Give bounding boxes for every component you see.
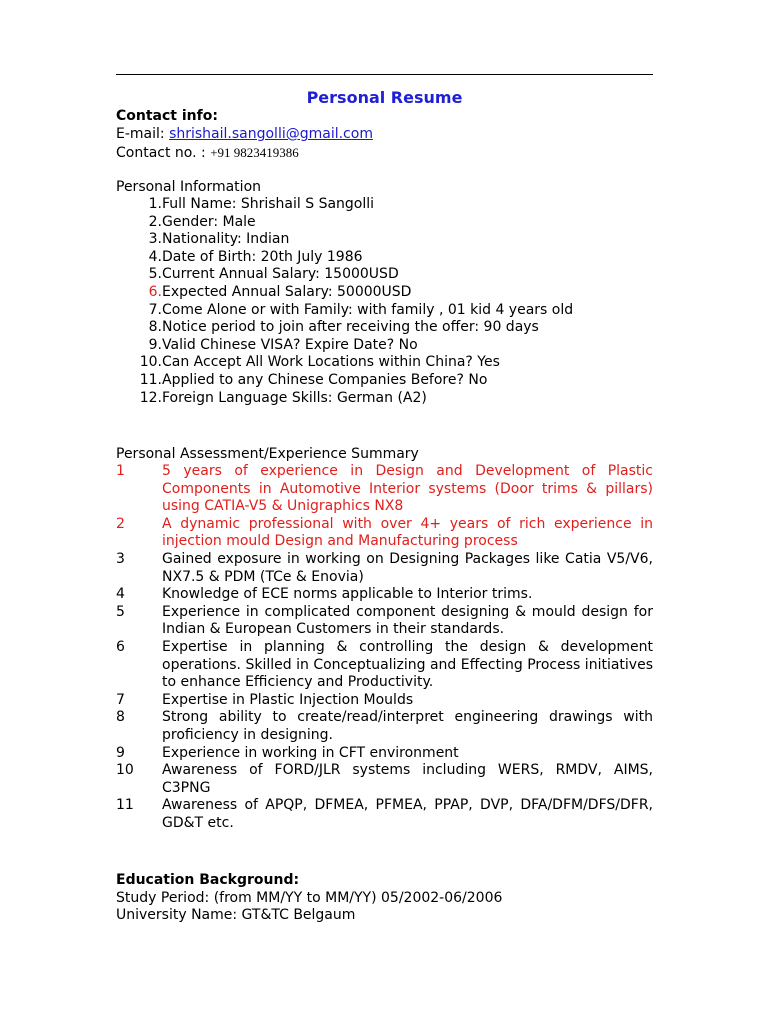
- summary-item-number: 3: [116, 550, 125, 567]
- list-item: [116, 249, 653, 267]
- summary-item-number: 11: [116, 797, 134, 814]
- education-heading: Education Background:: [116, 872, 300, 888]
- summary-item: [116, 604, 653, 639]
- experience-summary-list: [116, 463, 653, 832]
- list-item: [116, 302, 653, 320]
- summary-item: [116, 639, 653, 692]
- summary-item-text: Expertise in Plastic Injection Moulds: [162, 691, 414, 708]
- summary-item-text: Strong ability to create/read/interpret engineering drawings with proficiency in designing.: [162, 709, 653, 743]
- personal-info-list: [116, 196, 653, 407]
- top-rule: [116, 74, 653, 75]
- list-item-number: 8.: [148, 319, 162, 336]
- list-item-number: 10.: [139, 354, 162, 371]
- list-item-text: Nationality: Indian: [162, 231, 290, 248]
- phone-number: +91 9823419386: [210, 145, 299, 160]
- study-period: Study Period: (from MM/YY to MM/YY) 05/2002-06/2006: [116, 890, 503, 906]
- summary-item: [116, 745, 653, 763]
- list-item-number: 6.: [148, 283, 162, 300]
- list-item: [116, 372, 653, 390]
- summary-item-number: 6: [116, 638, 125, 655]
- summary-item-text: Experience in working in CFT environment: [162, 744, 459, 761]
- summary-item-number: 7: [116, 691, 125, 708]
- summary-item: [116, 586, 653, 604]
- summary-item-number: 2: [116, 515, 125, 532]
- list-item-number: 2.: [148, 213, 162, 230]
- list-item-text: Foreign Language Skills: German (A2): [162, 389, 427, 406]
- list-item-text: Current Annual Salary: 15000USD: [162, 266, 399, 283]
- phone-line: [116, 144, 299, 163]
- list-item-number: 1.: [148, 196, 162, 212]
- list-item-text: Gender: Male: [162, 213, 256, 230]
- list-item: [116, 354, 653, 372]
- summary-item: [116, 463, 653, 516]
- summary-item-text: Awareness of FORD/JLR systems including WERS, RMDV, AIMS, C3PNG: [162, 762, 653, 796]
- personal-info-heading: Personal Information: [116, 179, 262, 195]
- list-item-text: Notice period to join after receiving the offer: 90 days: [162, 319, 539, 336]
- summary-heading: Personal Assessment/Experience Summary: [116, 446, 419, 462]
- summary-item-text: Knowledge of ECE norms applicable to Interior trims.: [162, 586, 533, 603]
- page-title: Personal Resume: [306, 88, 463, 107]
- university-name: University Name: GT&TC Belgaum: [116, 907, 356, 923]
- list-item: [116, 266, 653, 284]
- list-item: [116, 337, 653, 355]
- list-item-text: Date of Birth: 20th July 1986: [162, 248, 363, 265]
- summary-item-text: A dynamic professional with over 4+ years of rich experience in injection mould Design and Manufacturing process: [162, 515, 653, 550]
- summary-item-text: Experience in complicated component designing & mould design for Indian & European Customers in their standards.: [162, 603, 653, 638]
- summary-item-text: Gained exposure in working on Designing Packages like Catia V5/V6, NX7.5 & PDM (TCe & Enovia): [162, 550, 653, 585]
- summary-item-text: Awareness of APQP, DFMEA, PFMEA, PPAP, DVP, DFA/DFM/DFS/DFR, GD&T etc.: [162, 797, 653, 831]
- summary-item-number: 9: [116, 744, 125, 761]
- summary-item-text: Expertise in planning & controlling the design & development operations. Skilled in Conceptualizing and Effecting Process initiatives to enhance Efficiency and Productivity.: [162, 638, 653, 691]
- list-item-number: 11.: [139, 371, 162, 388]
- summary-item: [116, 551, 653, 586]
- email-label: E-mail:: [116, 126, 170, 142]
- summary-item-number: 5: [116, 603, 125, 620]
- list-item: [116, 319, 653, 337]
- summary-item-number: 10: [116, 762, 134, 779]
- summary-item: [116, 709, 653, 744]
- summary-item: [116, 762, 653, 797]
- list-item-text: Expected Annual Salary: 50000USD: [162, 283, 412, 300]
- list-item-number: 9.: [148, 336, 162, 353]
- list-item-number: 5.: [148, 266, 162, 283]
- list-item-text: Full Name: Shrishail S Sangolli: [162, 196, 375, 212]
- list-item-number: 4.: [148, 248, 162, 265]
- list-item-number: 3.: [148, 231, 162, 248]
- list-item: [116, 390, 653, 408]
- list-item-text: Come Alone or with Family: with family , 01 kid 4 years old: [162, 301, 574, 318]
- email-line: [116, 126, 373, 144]
- list-item-text: Valid Chinese VISA? Expire Date? No: [162, 336, 418, 353]
- phone-label: Contact no. :: [116, 145, 211, 161]
- summary-item: [116, 516, 653, 551]
- list-item: [116, 214, 653, 232]
- summary-item-number: 8: [116, 709, 125, 726]
- list-item-text: Can Accept All Work Locations within China? Yes: [162, 354, 500, 371]
- list-item-number: 7.: [148, 301, 162, 318]
- list-item: [116, 196, 653, 214]
- list-item-number: 12.: [139, 389, 162, 406]
- summary-item-number: 4: [116, 586, 125, 603]
- summary-item: [116, 797, 653, 832]
- email-link[interactable]: shrishail.sangolli@gmail.com: [169, 126, 373, 142]
- list-item: [116, 284, 653, 302]
- summary-item-text: 5 years of experience in Design and Development of Plastic Components in Automotive Interior systems (Door trims & pillars) using CATIA-V5 & Unigraphics NX8: [162, 463, 653, 515]
- list-item-text: Applied to any Chinese Companies Before? No: [162, 371, 488, 388]
- summary-item: [116, 692, 653, 710]
- contact-heading: Contact info:: [116, 108, 218, 124]
- summary-item-number: 1: [116, 463, 125, 479]
- list-item: [116, 231, 653, 249]
